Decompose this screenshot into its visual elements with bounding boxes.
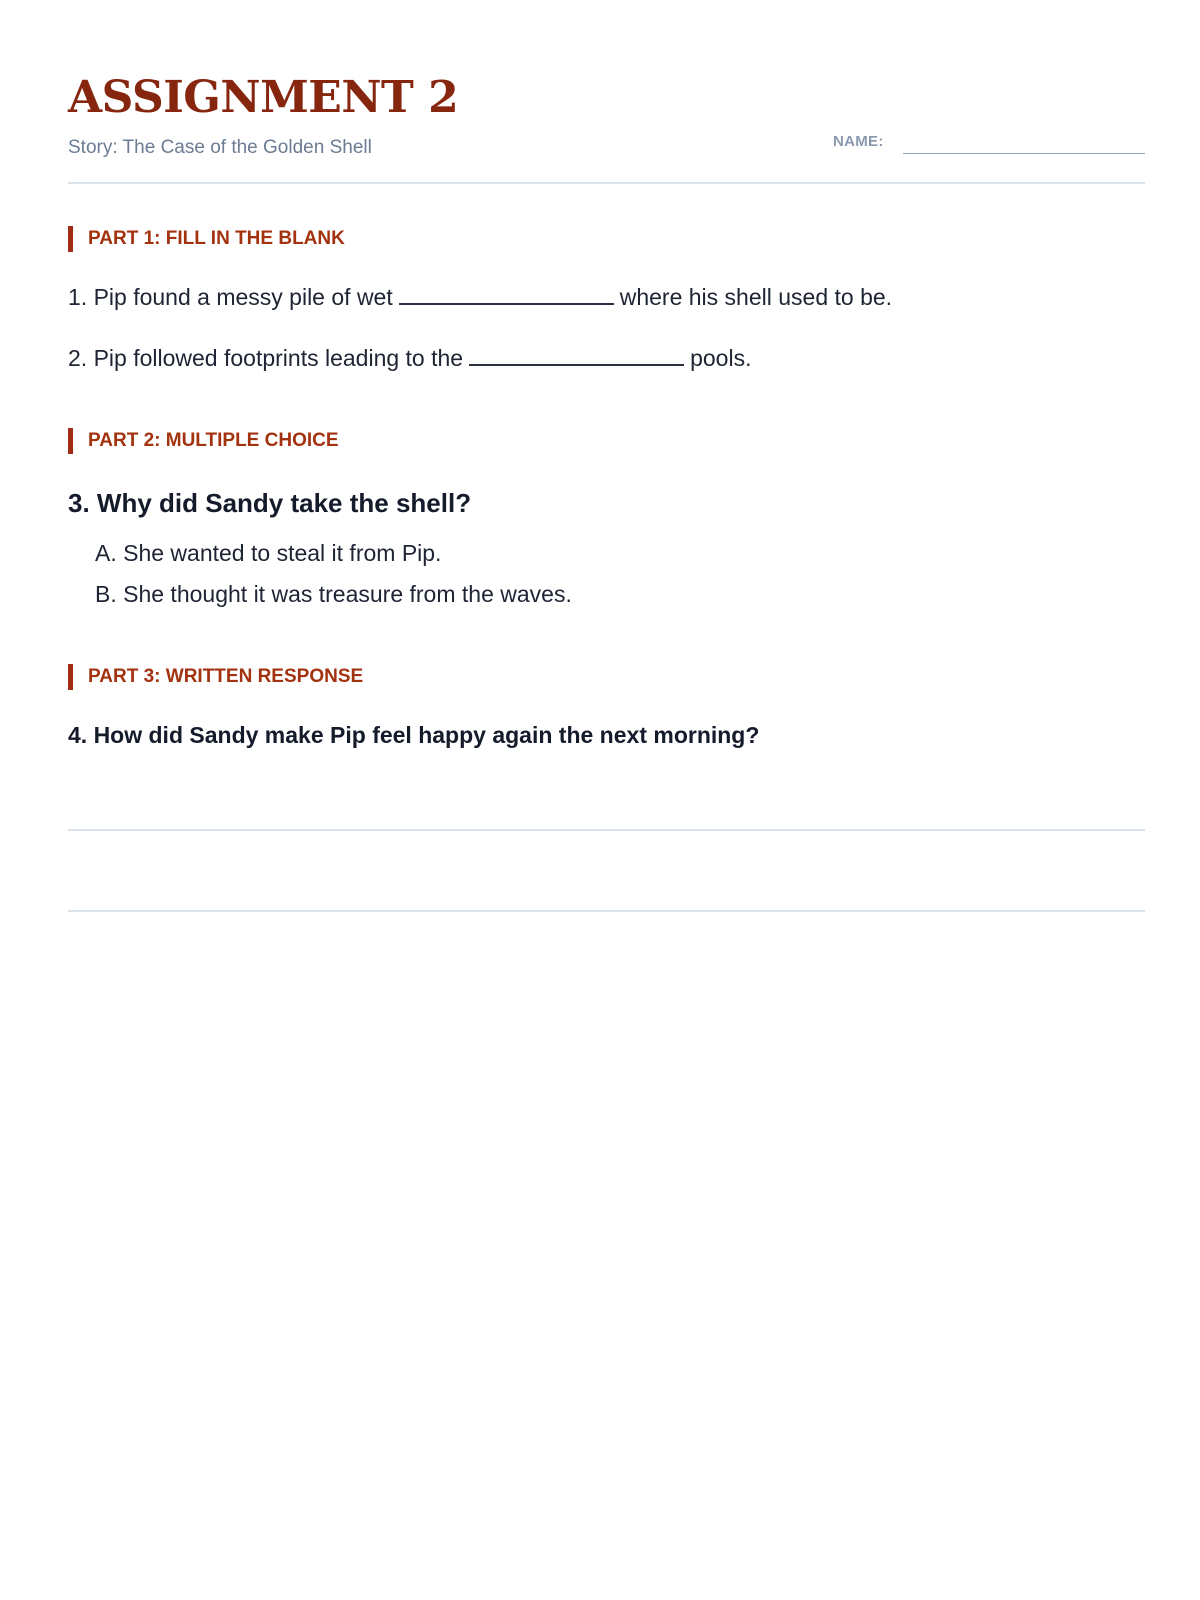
question-1-text-before: 1. Pip found a messy pile of wet — [68, 284, 393, 310]
header-divider — [68, 182, 1145, 184]
question-2 — [68, 343, 751, 373]
question-1 — [68, 282, 892, 312]
page-title: ASSIGNMENT 2 — [68, 72, 459, 123]
question-2-text-before: 2. Pip followed footprints leading to the — [68, 345, 464, 371]
question-3: 3. Why did Sandy take the shell? — [68, 488, 472, 518]
question-2-blank[interactable] — [469, 344, 684, 366]
part2-heading: PART 2: MULTIPLE CHOICE — [68, 428, 339, 454]
question-1-blank[interactable] — [399, 283, 614, 305]
story-subtitle: Story: The Case of the Golden Shell — [68, 137, 372, 158]
question-1-text-after: where his shell used to be. — [619, 284, 893, 310]
question-4: 4. How did Sandy make Pip feel happy again the next morning? — [68, 722, 760, 748]
part1-heading: PART 1: FILL IN THE BLANK — [68, 226, 345, 252]
answer-line-1[interactable] — [68, 829, 1145, 831]
part3-heading: PART 3: WRITTEN RESPONSE — [68, 664, 363, 690]
answer-line-2[interactable] — [68, 910, 1145, 912]
name-field-line[interactable] — [903, 153, 1145, 154]
question-2-text-after: pools. — [690, 345, 752, 371]
option-a[interactable]: A. She wanted to steal it from Pip. — [95, 540, 442, 566]
option-b[interactable]: B. She thought it was treasure from the waves. — [95, 581, 572, 607]
name-label: NAME: — [833, 133, 884, 150]
